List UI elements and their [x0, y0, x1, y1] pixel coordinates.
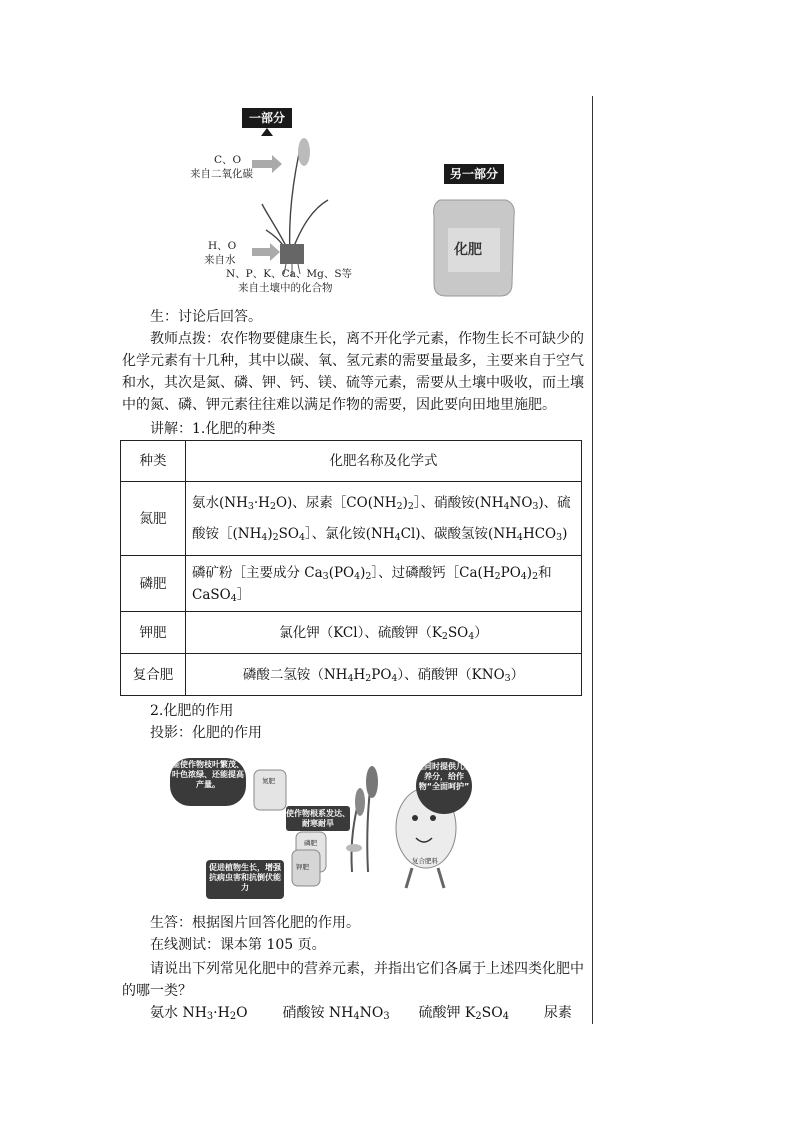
fertilizer-bag-label: 化肥 — [454, 242, 482, 258]
row-kind: 磷肥 — [121, 556, 186, 612]
student-discussion: 生：讨论后回答。 — [150, 309, 262, 325]
compound-fertilizer-list: 磷酸二氢铵$(NH_4H_2PO_4)$、硝酸钾$(KNO_3)$ — [186, 654, 582, 696]
potassium-role-bubble: 促进植物生长，增强抗病虫害和抗倒伏能力 — [206, 860, 284, 899]
question-text: 请说出下列常见化肥中的营养元素，并指出它们各属于上述四类化肥中的哪一类？ — [122, 961, 584, 999]
phosphorus-role-bubble: 使作物根系发达、耐寒耐旱 — [286, 806, 350, 831]
row-kind: 复合肥 — [121, 654, 186, 696]
fertilizer-types-table — [120, 440, 582, 696]
co-source: 来自二氧化碳 — [190, 168, 253, 180]
compound-bag-label: 复合肥料 — [412, 857, 438, 865]
row-kind: 钾肥 — [121, 612, 186, 654]
ho-source: 来自水 — [204, 254, 236, 266]
nitrogen-fertilizer-list: 氨水$(NH_3\cdot H_2O)$、尿素$[CO(NH_2)_2]$、硝酸铵$(NH_4NO_3)$、硫酸铵$[(NH_4)_2SO_4]$、氯化铵$(NH_4Cl)$、碳酸氢铵$(NH_4HCO_3)$ — [186, 482, 582, 556]
table-row — [121, 556, 582, 612]
projection-heading: 投影：化肥的作用 — [150, 725, 262, 741]
student-answer: 生答：根据图片回答化肥的作用。 — [150, 915, 360, 931]
co-elements: C、O — [214, 154, 242, 166]
online-test: 在线测试：课本第 105 页。 — [150, 937, 326, 953]
table-header-row — [121, 441, 582, 482]
soil-source: 来自土壤中的化合物 — [238, 282, 333, 294]
table-row — [121, 482, 582, 556]
element-source-figure — [190, 104, 530, 300]
item-potassium-sulfate: 硫酸钾 — [418, 1005, 461, 1021]
table-row — [121, 654, 582, 696]
part-one-label: 一部分 — [242, 108, 292, 128]
phosphorus-bag-label: 磷肥 — [304, 839, 317, 847]
potassium-fertilizer-list: 氯化钾（KCl）、硫酸钾$(K_2SO_4)$ — [186, 612, 582, 654]
section-fertilizer-role: 2.化肥的作用 — [150, 703, 234, 719]
item-urea: 尿素 — [543, 1005, 572, 1021]
teacher-explanation: 教师点拨：农作物要健康生长，离不开化学元素，作物生长不可缺少的化学元素有十几种，其中以碳、氧、氢元素的需要量最多，主要来自于空气和水，其次是氮、磷、钾、钙、镁、硫等元素，需要从土壤中吸收，而土壤中的氮、磷、钾元素往往难以满足作物的需要，因此要向田地里施肥。 — [122, 331, 584, 413]
part-two-label: 另一部分 — [444, 164, 504, 184]
fertilizer-items-line: 氨水 $NH_3\cdot H_2O$ 硝酸铵 $NH_4NO_3$ 硫酸钾 $K_2SO_4$ 尿素 — [150, 1005, 572, 1022]
compound-role-bubble: 能同时提供几种养分，给作物“全面呵护” — [416, 758, 472, 814]
item-ammonia: 氨水 — [150, 1005, 178, 1021]
header-names: 化肥名称及化学式 — [186, 441, 582, 482]
nitrogen-bag-label: 氮肥 — [262, 777, 275, 785]
potassium-bag-label: 钾肥 — [296, 863, 309, 871]
margin-line — [592, 96, 593, 1024]
lecture-heading: 讲解：1.化肥的种类 — [150, 421, 276, 437]
table-row — [121, 612, 582, 654]
header-kind: 种类 — [121, 441, 186, 482]
phosphorus-fertilizer-list: 磷矿粉［主要成分 $Ca_3(PO_4)_2]$、过磷酸钙$[Ca(H_2PO_4)_2$和 CaSO$_4$］ — [186, 556, 582, 612]
nitrogen-role-bubble: 能使作物枝叶繁茂、叶色浓绿、还能提高产量。 — [170, 758, 246, 806]
ho-elements: H、O — [208, 240, 237, 252]
item-ammonium-nitrate: 硝酸铵 — [282, 1005, 325, 1021]
fertilizer-role-figure — [168, 752, 478, 902]
soil-elements: N、P、K、Ca、Mg、S等 — [226, 268, 353, 280]
row-kind: 氮肥 — [121, 482, 186, 556]
